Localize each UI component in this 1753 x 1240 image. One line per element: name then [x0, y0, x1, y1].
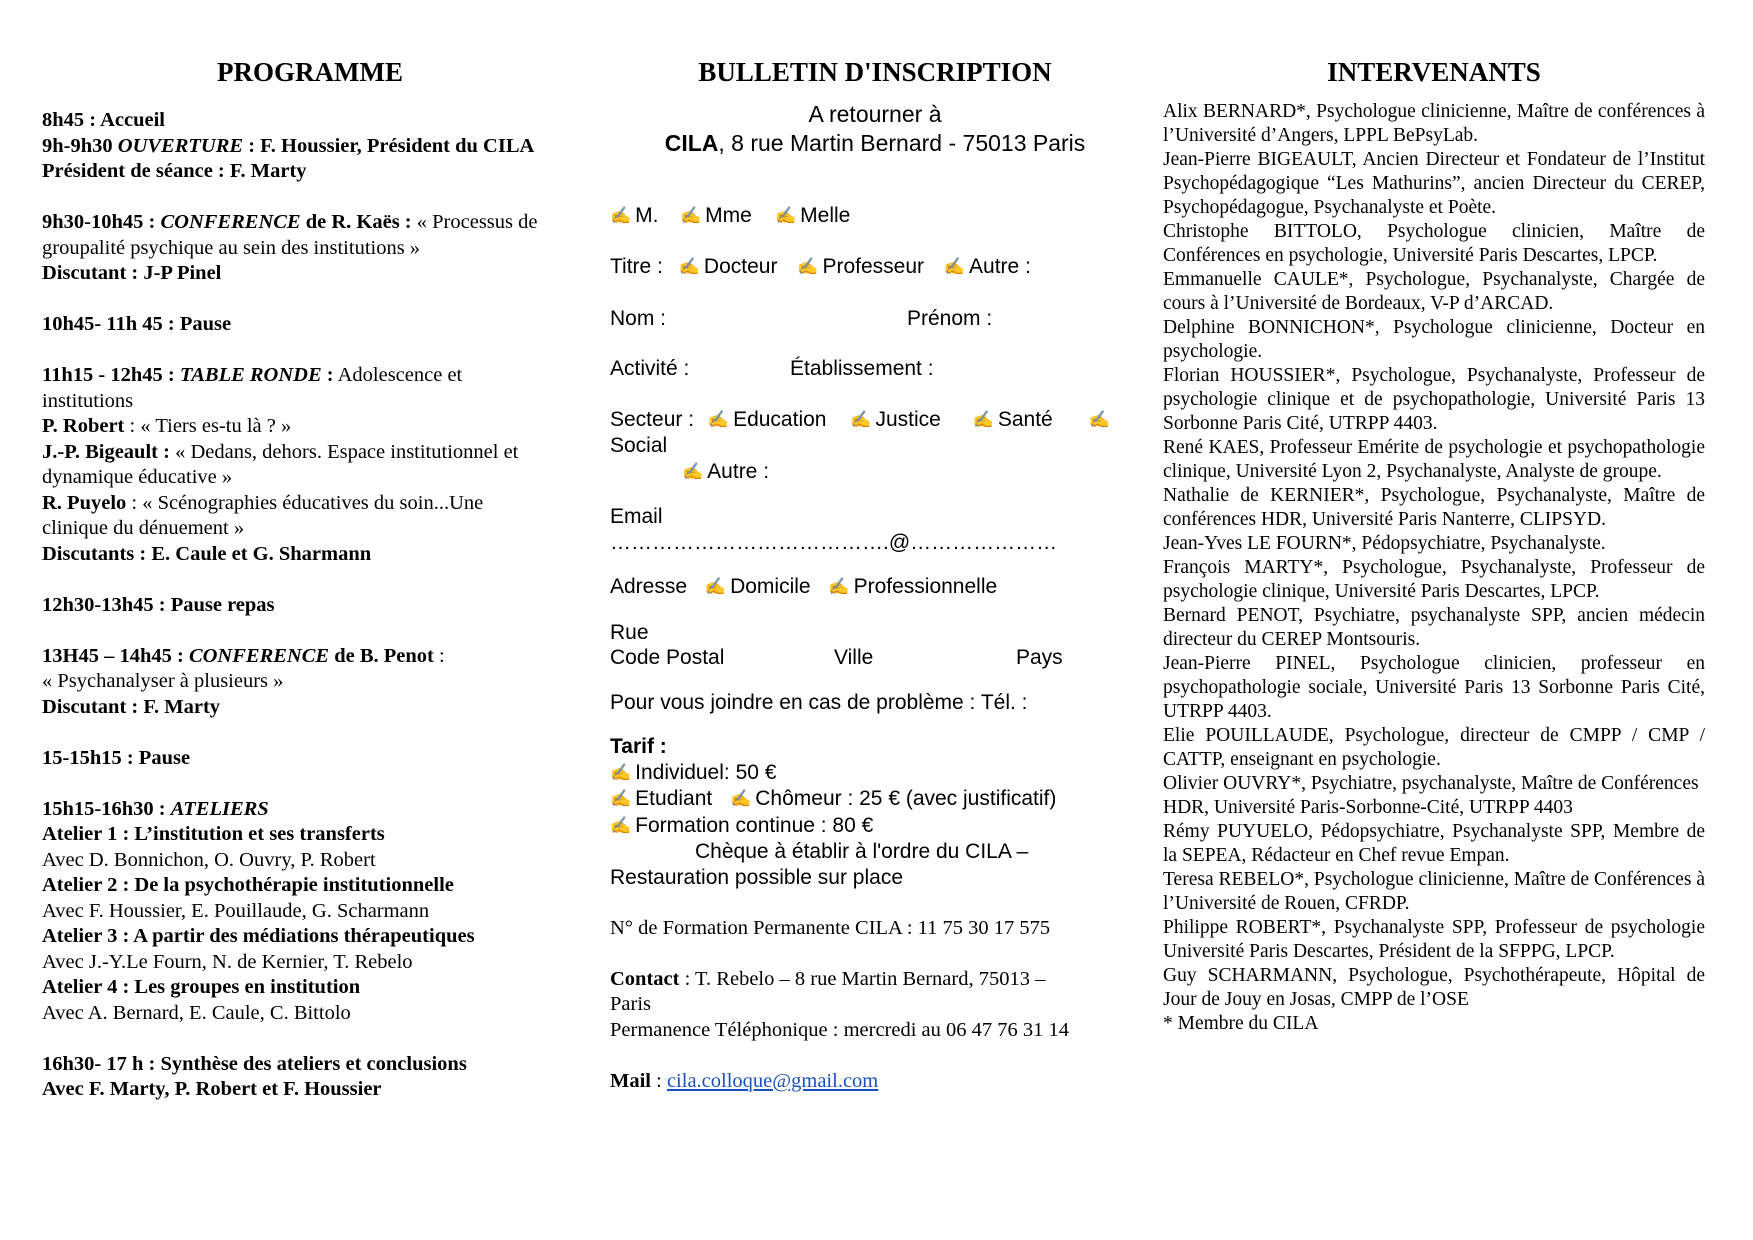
conf2-line: 13H45 – 14h45 : CONFERENCE de B. Penot :	[42, 644, 445, 667]
pen-checkbox-icon: ✍	[610, 789, 632, 808]
intervenant-entry: Rémy PUYUELO, Pédopsychiatre, Psychanalyste SPP, Membre de la SEPEA, Rédacteur en Chef revue Empan.	[1163, 821, 1705, 866]
retour-address: CILA, 8 rue Martin Bernard - 75013 Paris	[664, 130, 1086, 156]
secteur-row	[610, 407, 1140, 434]
permanence-line: Permanence Téléphonique : mercredi au 06 47 76 31 14	[610, 1018, 1070, 1041]
atelier-2-people: Avec F. Houssier, E. Pouillaude, G. Scharmann	[42, 899, 430, 922]
atelier-2-title: Atelier 2 : De la psychothérapie institutionnelle	[42, 874, 454, 896]
etablissement-field[interactable]: Établissement :	[790, 357, 934, 380]
prenom-field[interactable]: Prénom :	[907, 306, 993, 330]
intervenants-title: INTERVENANTS	[1327, 57, 1541, 87]
mail-link[interactable]: cila.colloque@gmail.com	[666, 1069, 879, 1092]
telephone-field[interactable]: Pour vous joindre en cas de problème : Tél. :	[610, 690, 1028, 714]
atelier-3-people: Avec J.-Y.Le Fourn, N. de Kernier, T. Rebelo	[42, 950, 413, 973]
civility-row	[610, 203, 1140, 230]
ouverture-line: 9h-9h30 OUVERTURE : F. Houssier, Président du CILA	[42, 134, 535, 157]
robert-talk-line: P. Robert : « Tiers es-tu là ? »	[42, 415, 292, 437]
pen-checkbox-icon: ✍	[828, 577, 850, 596]
email-field[interactable]: ………………………………….@…………………	[610, 530, 1058, 554]
membre-footnote: * Membre du CILA	[1163, 1013, 1319, 1034]
adresse-row	[610, 574, 1140, 601]
puyuelo-talk-cont: clinique du dénuement »	[42, 517, 245, 539]
accueil-line: 8h45 : Accueil	[42, 109, 165, 131]
pen-checkbox-icon: ✍	[1088, 409, 1110, 429]
formation-permanente-line: N° de Formation Permanente CILA : 11 75 30 17 575	[610, 916, 1051, 939]
intervenant-entry: Olivier OUVRY*, Psychiatre, psychanalyste, Maître de Conférences HDR, Université Paris-Sorbonne-Cité, UTRPP 4403	[1163, 773, 1699, 818]
conf1-title-line: groupalité psychique au sein des institutions »	[42, 236, 421, 259]
civility-m[interactable]: ✍ M.	[610, 203, 659, 227]
pen-checkbox-icon: ✍	[610, 762, 632, 782]
contact-city: Paris	[610, 993, 651, 1015]
pen-checkbox-icon: ✍	[730, 789, 752, 808]
tarif-etudiant-row	[610, 786, 1140, 813]
conf1-line: 9h30-10h45 : CONFERENCE de R. Kaës : « Processus de	[42, 211, 538, 233]
pen-checkbox-icon: ✍	[610, 815, 632, 835]
pen-checkbox-icon: ✍	[850, 409, 872, 429]
intervenant-entry: Bernard PENOT, Psychiatre, psychanalyste SPP, ancien médecin directeur du CEREP Montsouris.	[1163, 605, 1705, 650]
code-postal-row	[610, 645, 1140, 671]
tarif-individuel[interactable]: ✍ Individuel: 50 €	[610, 760, 777, 784]
intervenant-entry: Alix BERNARD*, Psychologue clinicienne, Maître de conférences à l’Université d’Angers, LPPL BePsyLab.	[1163, 101, 1705, 146]
titre-label: Titre :	[610, 255, 663, 278]
nom-field[interactable]: Nom :	[610, 306, 667, 330]
pause1-line: 10h45- 11h 45 : Pause	[42, 313, 232, 335]
titre-autre[interactable]: ✍ Autre :	[943, 255, 1031, 278]
pen-checkbox-icon: ✍	[707, 409, 730, 429]
secteur-education[interactable]: ✍ Education	[707, 407, 827, 431]
nom-row	[610, 306, 1140, 332]
intervenant-entry: René KAES, Professeur Emérite de psychologie et psychopathologie clinique, Université Lyon 2, Psychanalyste, Analyste de groupe.	[1163, 437, 1705, 482]
intervenants-list	[1163, 100, 1705, 1036]
pen-checkbox-icon: ✍	[682, 461, 704, 481]
bulletin-title: BULLETIN D'INSCRIPTION	[698, 57, 1052, 87]
bulletin-form	[610, 100, 1140, 1094]
intervenant-entry: Elie POUILLAUDE, Psychologue, directeur de CMPP / CMP / CATTP, enseignant en psychologie.	[1163, 725, 1705, 770]
bigeault-talk-cont: dynamique éducative »	[42, 466, 233, 488]
civility-melle[interactable]: ✍ Melle	[775, 203, 851, 227]
intervenant-entry: Delphine BONNICHON*, Psychologue clinicienne, Docteur en psychologie.	[1163, 317, 1705, 362]
intervenant-entry: Jean-Yves LE FOURN*, Pédopsychiatre, Psychanalyste.	[1163, 533, 1606, 554]
table-ronde-line: 11h15 - 12h45 : TABLE RONDE : Adolescence et	[42, 364, 463, 386]
conf1-discutant-line: Discutant : J-P Pinel	[42, 262, 222, 284]
intervenant-entry: Jean-Pierre BIGEAULT, Ancien Directeur et Fondateur de l’Institut Psychopédagogique “Les Mathurins”, ancien Directeur du CEREP, Psychopédagogue, Psychanalyste et Poète.	[1163, 149, 1705, 218]
programme-column	[42, 52, 578, 1103]
pause-repas-line: 12h30-13h45 : Pause repas	[42, 593, 275, 616]
atelier-3-title: Atelier 3 : A partir des médiations thérapeutiques	[42, 925, 475, 947]
secteur-social-checkbox[interactable]	[1089, 407, 1114, 434]
pen-checkbox-icon: ✍	[680, 205, 702, 225]
secteur-justice[interactable]: ✍ Justice	[850, 407, 941, 431]
titre-row	[610, 254, 1140, 281]
adresse-professionnelle[interactable]: ✍ Professionnelle	[828, 575, 998, 598]
programme-title: PROGRAMME	[217, 57, 403, 87]
conf2-title-line: « Psychanalyser à plusieurs »	[42, 670, 284, 692]
intervenants-column	[1163, 52, 1705, 1036]
atelier-1-people: Avec D. Bonnichon, O. Ouvry, P. Robert	[42, 848, 376, 871]
email-label: Email	[610, 505, 663, 528]
programme-body	[42, 108, 578, 1103]
civility-mme[interactable]: ✍ Mme	[680, 203, 752, 227]
conf2-discutant-line: Discutant : F. Marty	[42, 695, 221, 718]
tarif-label: Tarif :	[610, 735, 667, 758]
titre-professeur[interactable]: ✍ Professeur	[797, 255, 924, 278]
pen-checkbox-icon: ✍	[678, 257, 700, 276]
secteur-label: Secteur :	[610, 407, 695, 431]
pays-field[interactable]: Pays	[1016, 646, 1063, 669]
pen-checkbox-icon: ✍	[775, 205, 797, 225]
secteur-autre[interactable]: ✍ Autre :	[682, 459, 770, 483]
intervenant-entry: Emmanuelle CAULE*, Psychologue, Psychanalyste, Chargée de cours à l’Université de Bordeaux, V-P d’ARCAD.	[1163, 269, 1705, 314]
cheque-line: Chèque à établir à l'ordre du CILA –	[695, 840, 1029, 863]
intervenant-entry: Jean-Pierre PINEL, Psychologue clinicien, professeur en psychopathologie sociale, Université Paris 13 Sorbonne Paris Cité, UTRPP 4403.	[1163, 653, 1705, 722]
secteur-social: Social	[610, 434, 668, 457]
activite-field[interactable]: Activité :	[610, 357, 690, 380]
pen-checkbox-icon: ✍	[704, 577, 727, 596]
intervenant-entry: Nathalie de KERNIER*, Psychologue, Psychanalyste, Maître de conférences HDR, Université Paris Nanterre, CLIPSYD.	[1163, 485, 1705, 530]
intervenant-entry: Florian HOUSSIER*, Psychologue, Psychanalyste, Professeur de psychologie clinique et de psychopathologie, Université Paris 13 Sorbonne Paris Cité, UTRPP 4403.	[1163, 365, 1705, 434]
atelier-4-title: Atelier 4 : Les groupes en institution	[42, 976, 361, 998]
intervenant-entry: Teresa REBELO*, Psychologue clinicienne, Maître de Conférences à l’Université de Rouen, CFRDP.	[1163, 869, 1705, 914]
ateliers-line: 15h15-16h30 : ATELIERS	[42, 797, 269, 820]
table-ronde-title-line: institutions	[42, 389, 134, 412]
contact-line: Contact : T. Rebelo – 8 rue Martin Bernard, 75013 –	[610, 967, 1046, 990]
tarif-chomeur[interactable]: ✍ Chômeur : 25 € (avec justificatif)	[730, 787, 1057, 810]
adresse-domicile[interactable]: ✍ Domicile	[704, 575, 811, 598]
rue-field[interactable]: Rue	[610, 620, 649, 644]
intervenant-entry: François MARTY*, Psychologue, Psychanalyste, Professeur de psychologie clinique, Université Paris Descartes, LPCP.	[1163, 557, 1705, 602]
intervenant-entry: Philippe ROBERT*, Psychanalyste SPP, Professeur de psychologie Université Paris Descartes, Président de la SFPPG, LPCP.	[1163, 917, 1705, 962]
adresse-label: Adresse	[610, 575, 688, 598]
bigeault-talk-line: J.-P. Bigeault : « Dedans, dehors. Espace institutionnel et	[42, 440, 519, 463]
atelier-1-title: Atelier 1 : L’institution et ses transferts	[42, 823, 385, 845]
secteur-sante[interactable]: ✍ Santé	[972, 407, 1053, 431]
pen-checkbox-icon: ✍	[972, 409, 994, 429]
president-seance-line: Président de séance : F. Marty	[42, 160, 307, 182]
table-discutants-line: Discutants : E. Caule et G. Sharmann	[42, 542, 372, 565]
code-postal-field[interactable]: Code Postal	[610, 646, 725, 669]
pen-checkbox-icon: ✍	[610, 205, 632, 225]
intervenant-entry: Christophe BITTOLO, Psychologue clinicien, Maître de Conférences en psychologie, Université Paris Descartes, LPCP.	[1163, 221, 1705, 266]
mail-line: Mail : cila.colloque@gmail.com	[610, 1069, 879, 1092]
ville-field[interactable]: Ville	[834, 646, 874, 669]
tarif-etudiant[interactable]: ✍ Etudiant	[610, 787, 713, 810]
intervenant-entry: Guy SCHARMANN, Psychologue, Psychothérapeute, Hôpital de Jour de Jouy en Josas, CMPP de l’OSE	[1163, 965, 1705, 1010]
pen-checkbox-icon: ✍	[797, 257, 819, 276]
synthese-line: 16h30- 17 h : Synthèse des ateliers et conclusions	[42, 1052, 467, 1075]
synthese-people-line: Avec F. Marty, P. Robert et F. Houssier	[42, 1078, 382, 1100]
puyuelo-talk-line: R. Puyelo : « Scénographies éducatives du soin...Une	[42, 491, 484, 514]
pause2-line: 15-15h15 : Pause	[42, 746, 191, 769]
restauration-line: Restauration possible sur place	[610, 865, 903, 889]
activite-row	[610, 356, 1140, 382]
retour-line1: A retourner à	[808, 101, 942, 127]
atelier-4-people: Avec A. Bernard, E. Caule, C. Bittolo	[42, 1001, 351, 1024]
pen-checkbox-icon: ✍	[943, 257, 966, 276]
bulletin-column	[610, 52, 1140, 1094]
titre-docteur[interactable]: ✍ Docteur	[678, 255, 778, 278]
tarif-formation[interactable]: ✍ Formation continue : 80 €	[610, 813, 874, 837]
